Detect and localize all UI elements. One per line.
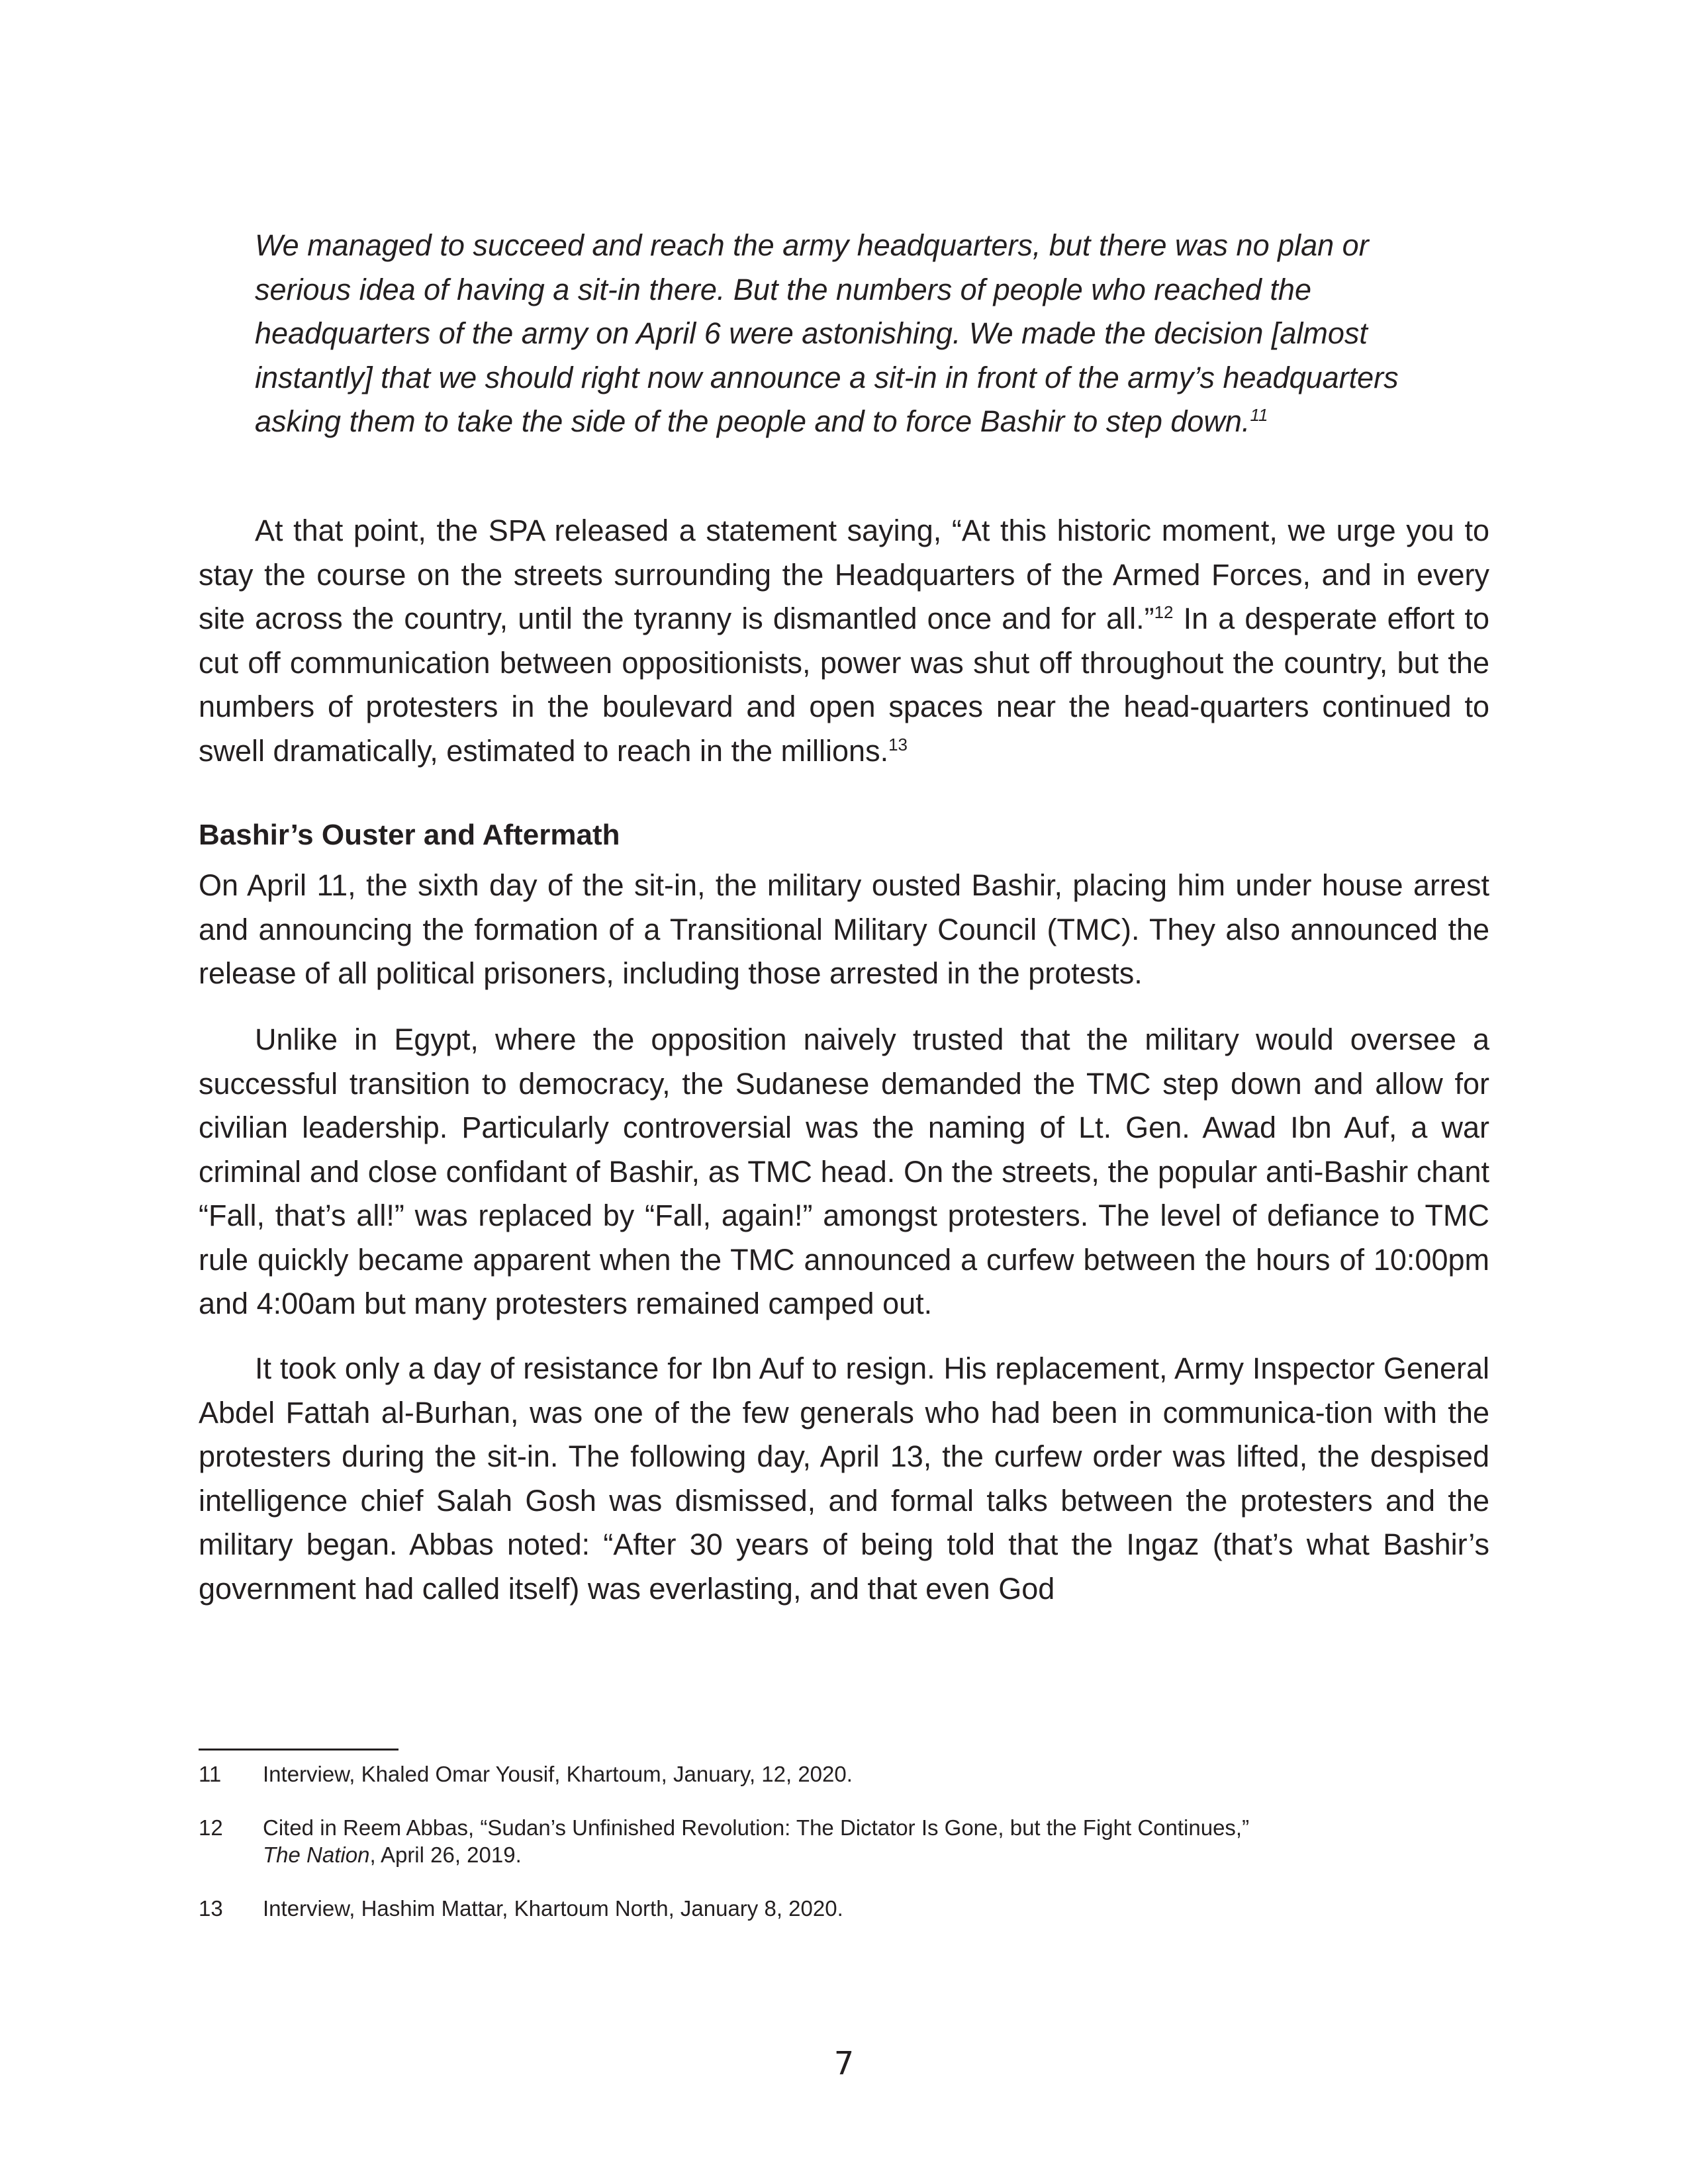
page-number: 7 [833,2045,855,2082]
footnote-text: Interview, Hashim Mattar, Khartoum North, January 8, 2020. [263,1896,843,1921]
footnote-ref-13[interactable]: 13 [888,734,908,754]
footnote-12 [199,1814,1489,1868]
para1-text-a: At that point, the SPA released a statement saying, “At this historic moment, we urge you to stay the course on the streets surrounding the Headquarters of the Armed Forces, and in every site across the country, until the tyranny is dismantled once and for all.” [199,514,1489,635]
footnote-13 [199,1895,1489,1922]
footnote-divider [199,1749,399,1751]
para4-text: It took only a day of resistance for Ibn Auf to resign. His replacement, Army Inspector General Abdel Fattah al-Burhan, was one of the few generals who had been in communica-tion with the protesters during the sit-in. The following day, April 13, the curfew order was lifted, the despised intelligence chief Salah Gosh was dismissed, and formal talks between the protesters and the military began. Abbas noted: “After 30 years of being told that the Ingaz (that’s what Bashir’s government had called itself) was everlasting, and that even God [199,1351,1489,1606]
footnote-number: 12 [199,1815,223,1840]
quote-text: We managed to succeed and reach the army headquarters, but there was no plan or serious idea of having a sit-in there. But the numbers of people who reached the headquarters of the army on April 6 were astonishing. We made the decision [almost instantly] that we should right now announce a sit-in in front of the army’s headquarters asking them to take the side of the people and to force Bashir to step down. [255,228,1399,438]
publication-title: The Nation [263,1843,370,1867]
footnote-text: Interview, Khaled Omar Yousif, Khartoum, January, 12, 2020. [263,1762,853,1786]
footnotes [199,1760,1489,1948]
footnote-ref-11[interactable]: 11 [1250,405,1268,425]
footnote-number: 13 [199,1896,223,1921]
footnote-text [263,1814,1489,1868]
paragraph-egypt-comparison [199,1018,1489,1326]
footnote-ref-12[interactable]: 12 [1154,602,1174,622]
footnote-number: 11 [199,1762,222,1786]
footnote-11 [199,1760,1489,1788]
paragraph-spa-statement [199,509,1489,773]
section-heading: Bashir’s Ouster and Aftermath [199,819,620,851]
para1-text-b: In a desperate effort to cut off communication between oppositionists, power was shut off throughout the country, but the numbers of protesters in the boulevard and open spaces near the head-quarters continued to swell dramatically, estimated to reach in the millions. [199,602,1490,768]
paragraph-ibn-auf-resign [199,1347,1489,1611]
paragraph-ouster [199,864,1489,996]
para3-text: Unlike in Egypt, where the opposition naively trusted that the military would oversee a successful transition to democracy, the Sudanese demanded the TMC step down and allow for civilian leadership. Particularly controversial was the naming of Lt. Gen. Awad Ibn Auf, a war criminal and close confidant of Bashir, as TMC head. On the streets, the popular anti-Bashir chant “Fall, that’s all!” was replaced by “Fall, again!” amongst protesters. The level of defiance to TMC rule quickly became apparent when the TMC announced a curfew between the hours of 10:00pm and 4:00am but many protesters remained camped out. [199,1023,1489,1320]
para2-text: On April 11, the sixth day of the sit-in, the military ousted Bashir, placing him under house arrest and announcing the formation of a Transitional Military Council (TMC). They also announced the release of all political prisoners, including those arrested in the protests. [199,868,1489,990]
footnote-12-text: Cited in Reem Abbas, “Sudan’s Unfinished Revolution: The Dictator Is Gone, but the Fight Continues,” [263,1815,1250,1840]
block-quote [255,224,1446,444]
footnote-12-text-after: , April 26, 2019. [369,1843,522,1867]
